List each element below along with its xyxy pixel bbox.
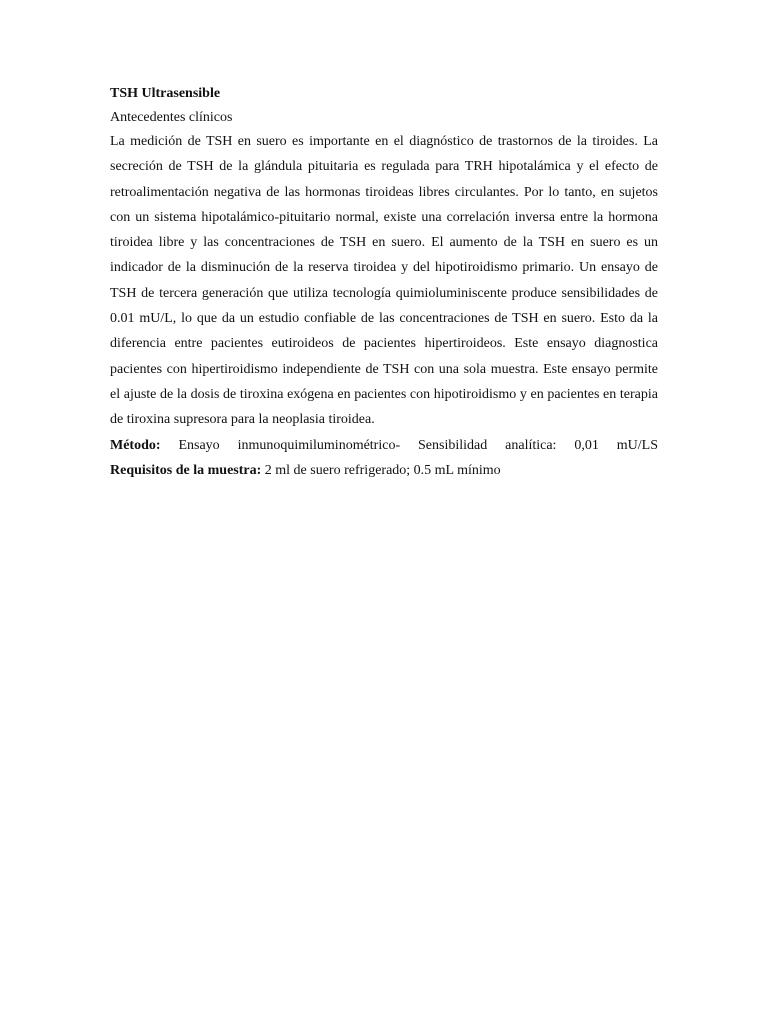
- method-line: [110, 433, 658, 458]
- method-value: Ensayo inmunoquimiluminométrico- Sensibilidad analítica: 0,01 mU/LS: [178, 437, 658, 453]
- document-title: TSH Ultrasensible: [110, 86, 221, 101]
- method-label: Método:: [110, 437, 161, 453]
- body-paragraph: La medición de TSH en suero es importante en el diagnóstico de trastornos de la tiroides. La secreción de TSH de la glándula pituitaria es regulada para TRH hipotalámica y el efecto de retroalimentación negativa de las hormonas tiroideas libres circulantes. Por lo tanto, en sujetos con un sistema hipotalámico-pituitario normal, existe una correlación inversa entre la hormona tiroidea libre y las concentraciones de TSH en suero. El aumento de la TSH en suero es un indicador de la disminución de la reserva tiroidea y del hipotiroidismo primario. Un ensayo de TSH de tercera generación que utiliza tecnología quimioluminiscente produce sensibilidades de 0.01 mU/L, lo que da un estudio confiable de las concentraciones de TSH en suero. Esto da la diferencia entre pacientes eutiroideos de pacientes hipertiroideos. Este ensayo diagnostica pacientes con hipertiroidismo independiente de TSH con una sola muestra. Este ensayo permite el ajuste de la dosis de tiroxina exógena en pacientes con hipotiroidismo y en pacientes en terapia de tiroxina supresora para la neoplasia tiroidea.: [110, 134, 658, 428]
- document-page: [110, 84, 658, 483]
- requirements-line: [110, 458, 658, 483]
- section-subtitle: Antecedentes clínicos: [110, 110, 233, 125]
- requirements-label: Requisitos de la muestra:: [110, 462, 262, 478]
- requirements-value: 2 ml de suero refrigerado; 0.5 mL mínimo: [264, 462, 501, 478]
